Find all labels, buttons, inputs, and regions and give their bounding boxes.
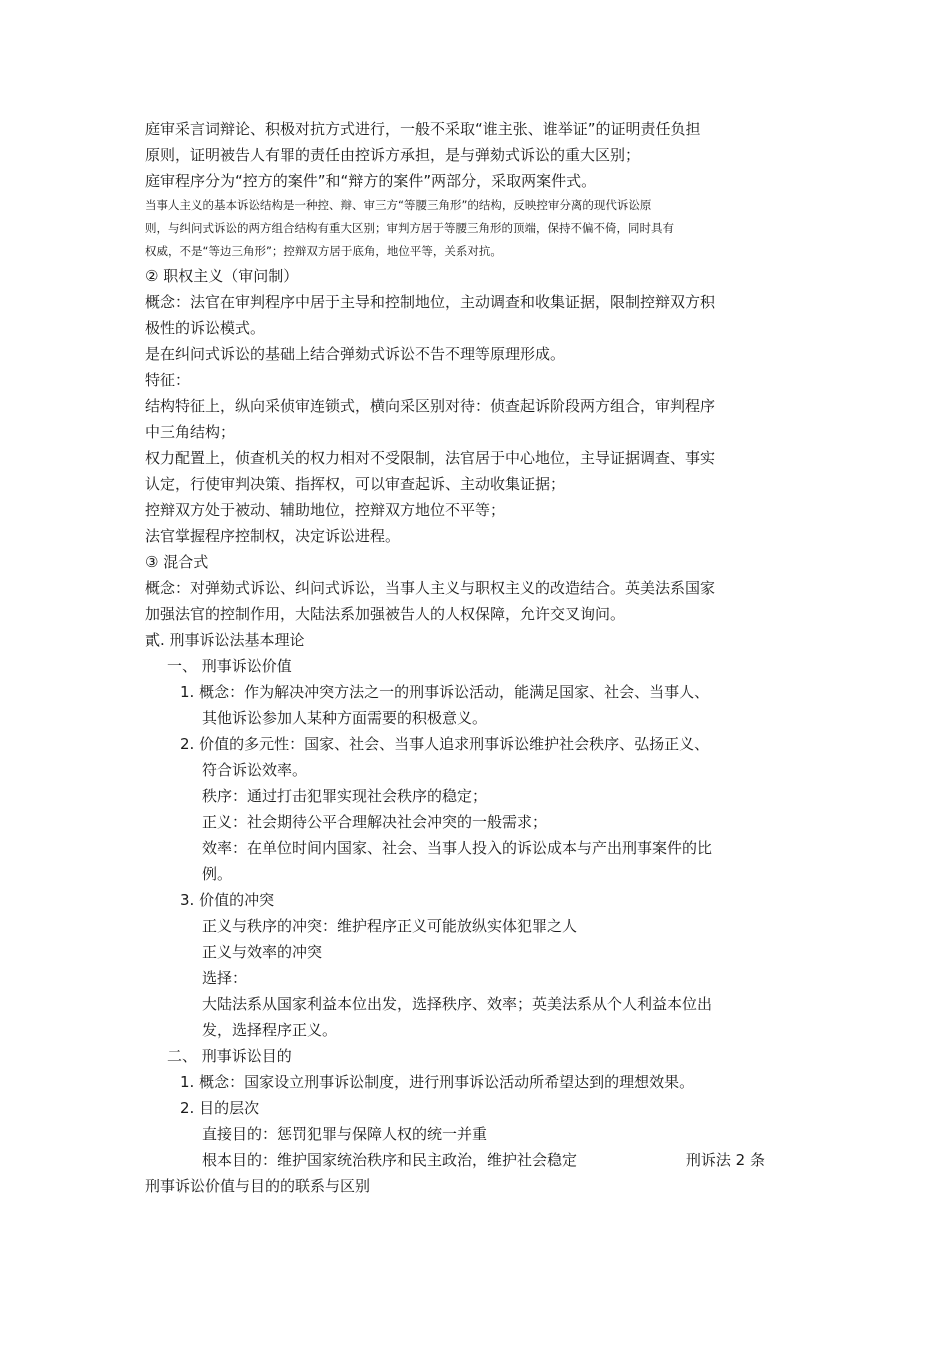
text-line: 刑事诉讼价值与目的的联系与区别 xyxy=(145,1177,371,1195)
text-line: 控辩双方处于被动、辅助地位，控辩双方地位不平等； xyxy=(145,501,506,519)
text-line: 庭审程序分为“控方的案件”和“辩方的案件”两部分，采取两案件式。 xyxy=(145,172,597,190)
list-item: 3. 价值的冲突 xyxy=(180,891,275,909)
text-line: 庭审采言词辩论、积极对抗方式进行，一般不采取“谁主张、谁举证”的证明责任负担 xyxy=(145,120,701,138)
list-item-continuation: 例。 xyxy=(202,865,233,883)
text-line: 认定，行使审判决策、指挥权，可以审查起诉、主动收集证据； xyxy=(145,475,566,493)
list-item-continuation: 选择： xyxy=(202,969,248,987)
list-item-continuation: 其他诉讼参加人某种方面需要的积极意义。 xyxy=(202,709,488,727)
list-item-continuation: 大陆法系从国家利益本位出发，选择秩序、效率；英美法系从个人利益本位出 xyxy=(202,995,713,1013)
list-item-continuation: 效率：在单位时间内国家、社会、当事人投入的诉讼成本与产出刑事案件的比 xyxy=(202,839,713,857)
section-heading: ③ 混合式 xyxy=(145,553,209,571)
small-text-line: 权威，不是“等边三角形”；控辩双方居于底角，地位平等，关系对抗。 xyxy=(145,244,502,258)
section-heading: ② 职权主义（审问制） xyxy=(145,267,299,285)
text-line: 加强法官的控制作用，大陆法系加强被告人的人权保障，允许交叉询问。 xyxy=(145,605,626,623)
list-item: 2. 目的层次 xyxy=(180,1099,260,1117)
text-line: 概念：法官在审判程序中居于主导和控制地位，主动调查和收集证据，限制控辩双方积 xyxy=(145,293,716,311)
text-line: 原则，证明被告人有罪的责任由控诉方承担，是与弹劾式诉讼的重大区别； xyxy=(145,146,641,164)
list-item: 1. 概念：国家设立刑事诉讼制度，进行刑事诉讼活动所希望达到的理想效果。 xyxy=(180,1073,695,1091)
text-line: 是在纠问式诉讼的基础上结合弹劾式诉讼不告不理等原理形成。 xyxy=(145,345,566,363)
list-item-continuation: 发，选择程序正义。 xyxy=(202,1021,338,1039)
list-item-continuation: 正义与秩序的冲突：维护程序正义可能放纵实体犯罪之人 xyxy=(202,917,578,935)
text-line: 法官掌握程序控制权，决定诉讼进程。 xyxy=(145,527,401,545)
list-item-continuation: 正义：社会期待公平合理解决社会冲突的一般需求； xyxy=(202,813,548,831)
chapter-heading: 貳. 刑事诉讼法基本理论 xyxy=(145,631,305,649)
subsection-heading: 二、 刑事诉讼目的 xyxy=(167,1047,292,1065)
list-item: 2. 价值的多元性：国家、社会、当事人追求刑事诉讼维护社会秩序、弘扬正义、 xyxy=(180,735,710,753)
small-text-line: 则，与纠问式诉讼的两方组合结构有重大区别；审判方居于等腰三角形的顶端，保持不偏不倚，同时具有 xyxy=(145,221,674,235)
statute-reference: 刑诉法 2 条 xyxy=(685,1151,765,1169)
text-line: 权力配置上，侦查机关的权力相对不受限制，法官居于中心地位，主导证据调查、事实 xyxy=(145,449,716,467)
text-line: 结构特征上，纵向采侦审连锁式，横向采区别对待：侦查起诉阶段两方组合，审判程序 xyxy=(145,397,716,415)
list-item: 1. 概念：作为解决冲突方法之一的刑事诉讼活动，能满足国家、社会、当事人、 xyxy=(180,683,710,701)
text-line: 概念：对弹劾式诉讼、纠问式诉讼，当事人主义与职权主义的改造结合。英美法系国家 xyxy=(145,579,716,597)
subsection-heading: 一、 刑事诉讼价值 xyxy=(167,657,292,675)
list-item-continuation: 正义与效率的冲突 xyxy=(202,943,323,961)
text-line: 极性的诉讼模式。 xyxy=(145,319,266,337)
document-body xyxy=(145,116,765,1199)
list-item-continuation: 直接目的：惩罚犯罪与保障人权的统一并重 xyxy=(202,1125,488,1143)
text-line: 中三角结构； xyxy=(145,423,236,441)
list-item-continuation: 秩序：通过打击犯罪实现社会秩序的稳定； xyxy=(202,787,488,805)
list-item-continuation: 符合诉讼效率。 xyxy=(202,761,308,779)
small-text-line: 当事人主义的基本诉讼结构是一种控、辩、审三方“等腰三角形”的结构，反映控审分离的现代诉讼原 xyxy=(145,198,652,212)
list-item-row xyxy=(145,1147,765,1173)
list-item-continuation: 根本目的：维护国家统治秩序和民主政治，维护社会稳定 xyxy=(202,1151,578,1169)
text-line: 特征： xyxy=(145,371,191,389)
